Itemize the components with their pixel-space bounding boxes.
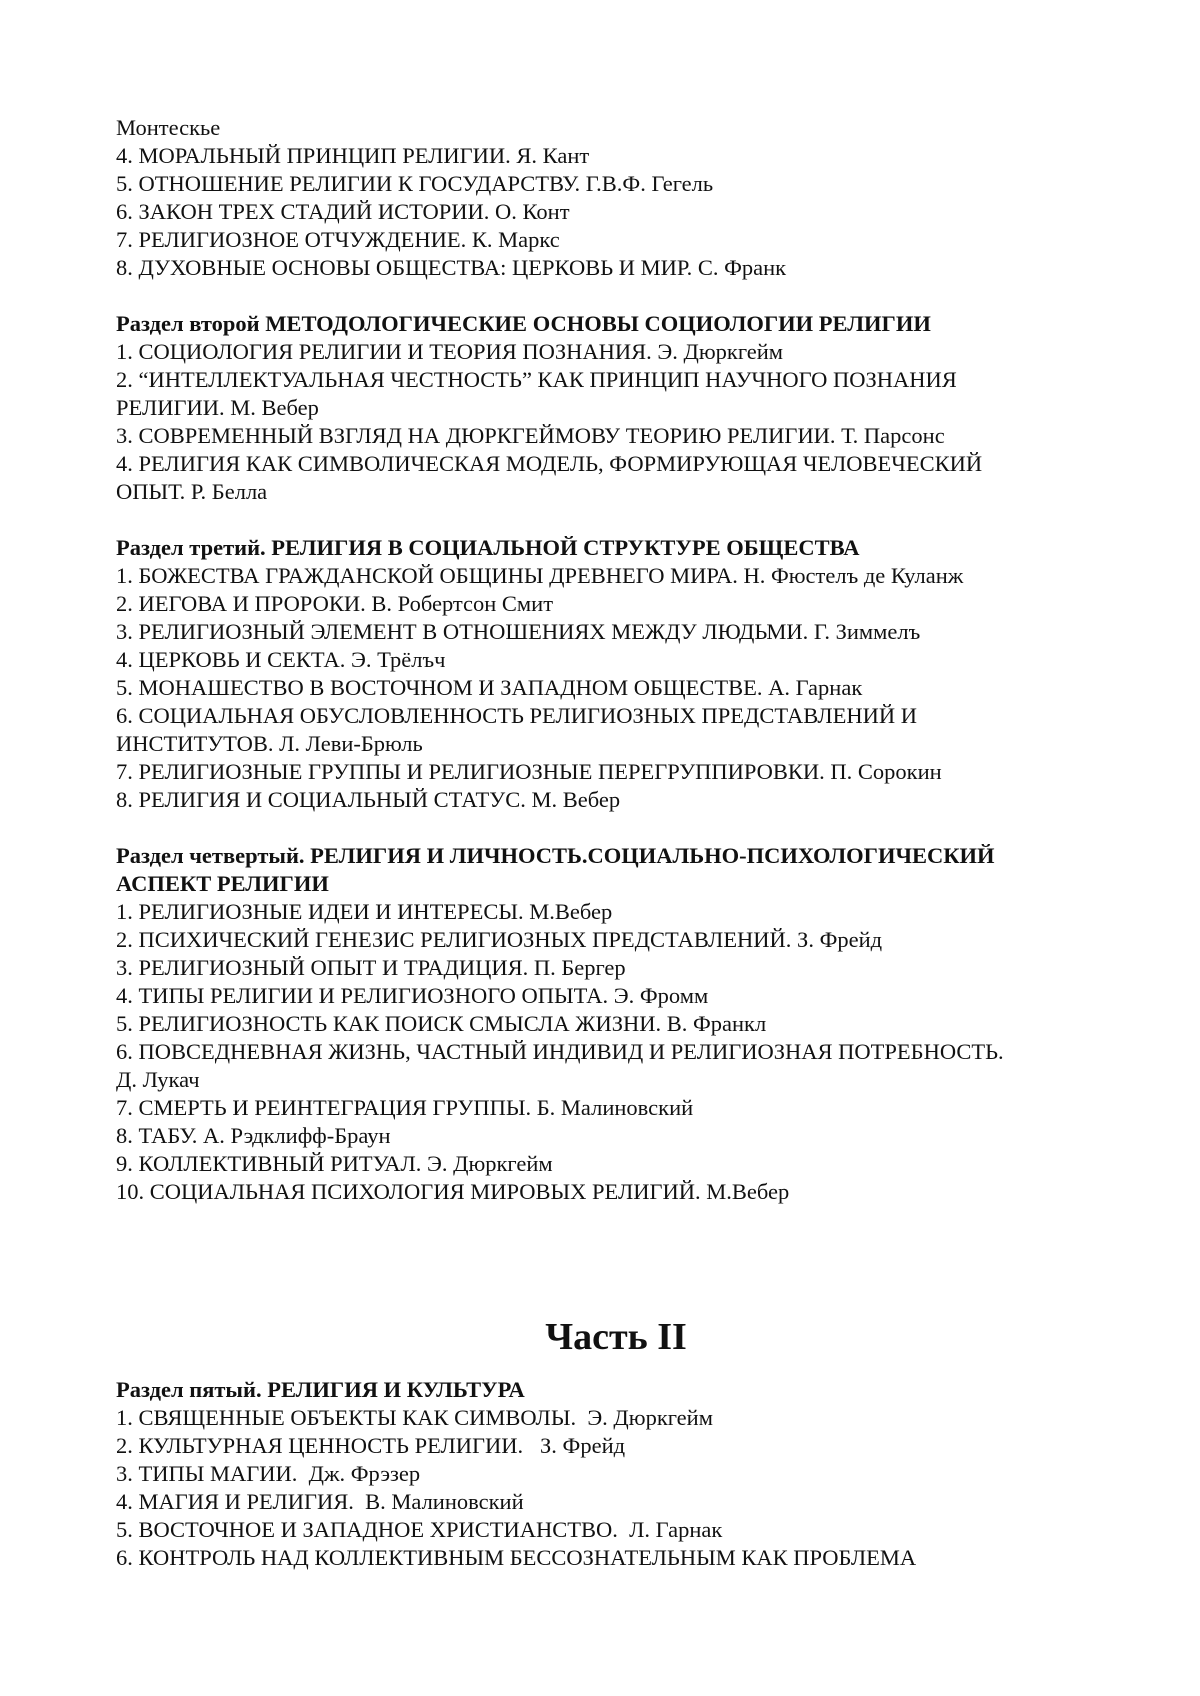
list-item: 7. РЕЛИГИОЗНОЕ ОТЧУЖДЕНИЕ. К. Маркс [116,227,560,252]
list-item: 4. МОРАЛЬНЫЙ ПРИНЦИП РЕЛИГИИ. Я. Кант [116,143,590,168]
list-item: 2. ИЕГОВА И ПРОРОКИ. В. Робертсон Смит [116,591,554,616]
section-heading-continued: АСПЕКТ РЕЛИГИИ [116,871,329,896]
list-item: 6. ПОВСЕДНЕВНАЯ ЖИЗНЬ, ЧАСТНЫЙ ИНДИВИД И РЕЛИГИОЗНАЯ ПОТРЕБНОСТЬ. [116,1039,1004,1064]
list-item: 3. РЕЛИГИОЗНЫЙ ЭЛЕМЕНТ В ОТНОШЕНИЯХ МЕЖДУ ЛЮДЬМИ. Г. Зиммелъ [116,619,921,644]
list-item: 8. ТАБУ. А. Рэдклифф-Браун [116,1123,391,1148]
section-heading: Раздел второй МЕТОДОЛОГИЧЕСКИЕ ОСНОВЫ СОЦИОЛОГИИ РЕЛИГИИ [116,311,931,336]
list-item: ИНСТИТУТОВ. Л. Леви-Брюль [116,731,423,756]
list-item: 1. СОЦИОЛОГИЯ РЕЛИГИИ И ТЕОРИЯ ПОЗНАНИЯ. Э. Дюркгейм [116,339,784,364]
list-item: 6. СОЦИАЛЬНАЯ ОБУСЛОВЛЕННОСТЬ РЕЛИГИОЗНЫХ ПРЕДСТАВЛЕНИЙ И [116,703,918,728]
intro-list [116,114,1116,282]
section-three [116,534,1116,814]
list-item: 4. МАГИЯ И РЕЛИГИЯ. В. Малиновский [116,1489,524,1514]
document-page [116,114,1116,1572]
list-item: 7. СМЕРТЬ И РЕИНТЕГРАЦИЯ ГРУППЫ. Б. Малиновский [116,1095,694,1120]
section-two [116,310,1116,506]
list-item: 2. ПСИХИЧЕСКИЙ ГЕНЕЗИС РЕЛИГИОЗНЫХ ПРЕДСТАВЛЕНИЙ. З. Фрейд [116,927,883,952]
list-item: 2. КУЛЬТУРНАЯ ЦЕННОСТЬ РЕЛИГИИ. З. Фрейд [116,1433,626,1458]
list-item: 5. ОТНОШЕНИЕ РЕЛИГИИ К ГОСУДАРСТВУ. Г.В.Ф. Гегель [116,171,714,196]
list-item: 5. ВОСТОЧНОЕ И ЗАПАДНОЕ ХРИСТИАНСТВО. Л. Гарнак [116,1517,723,1542]
list-item: 6. КОНТРОЛЬ НАД КОЛЛЕКТИВНЫМ БЕССОЗНАТЕЛЬНЫМ КАК ПРОБЛЕМА [116,1545,917,1570]
list-item: 6. ЗАКОН ТРЕХ СТАДИЙ ИСТОРИИ. О. Конт [116,199,570,224]
list-item: 3. СОВРЕМЕННЫЙ ВЗГЛЯД НА ДЮРКГЕЙМОВУ ТЕОРИЮ РЕЛИГИИ. Т. Парсонс [116,423,945,448]
list-item: 2. “ИНТЕЛЛЕКТУАЛЬНАЯ ЧЕСТНОСТЬ” КАК ПРИНЦИП НАУЧНОГО ПОЗНАНИЯ [116,367,957,392]
list-item: 1. БОЖЕСТВА ГРАЖДАНСКОЙ ОБЩИНЫ ДРЕВНЕГО МИРА. Н. Фюстелъ де Куланж [116,563,964,588]
list-item: РЕЛИГИИ. М. Вебер [116,395,319,420]
section-heading: Раздел пятый. РЕЛИГИЯ И КУЛЬТУРА [116,1377,525,1402]
list-item: 1. СВЯЩЕННЫЕ ОБЪЕКТЫ КАК СИМВОЛЫ. Э. Дюркгейм [116,1405,713,1430]
list-item: 5. МОНАШЕСТВО В ВОСТОЧНОМ И ЗАПАДНОМ ОБЩЕСТВЕ. А. Гарнак [116,675,863,700]
list-item: 4. ЦЕРКОВЬ И СЕКТА. Э. Трёлъч [116,647,446,672]
list-item: 1. РЕЛИГИОЗНЫЕ ИДЕИ И ИНТЕРЕСЫ. М.Вебер [116,899,613,924]
section-heading: Раздел четвертый. РЕЛИГИЯ И ЛИЧНОСТЬ.СОЦИАЛЬНО-ПСИХОЛОГИЧЕСКИЙ [116,843,995,868]
list-item: Монтескье [116,115,221,140]
list-item: 3. ТИПЫ МАГИИ. Дж. Фрэзер [116,1461,421,1486]
list-item: 4. РЕЛИГИЯ КАК СИМВОЛИЧЕСКАЯ МОДЕЛЬ, ФОРМИРУЮЩАЯ ЧЕЛОВЕЧЕСКИЙ [116,451,983,476]
section-four [116,842,1116,1206]
list-item: 3. РЕЛИГИОЗНЫЙ ОПЫТ И ТРАДИЦИЯ. П. Бергер [116,955,626,980]
section-heading: Раздел третий. РЕЛИГИЯ В СОЦИАЛЬНОЙ СТРУКТУРЕ ОБЩЕСТВА [116,535,860,560]
section-five [116,1376,1116,1572]
list-item: 8. РЕЛИГИЯ И СОЦИАЛЬНЫЙ СТАТУС. М. Вебер [116,787,621,812]
list-item: 7. РЕЛИГИОЗНЫЕ ГРУППЫ И РЕЛИГИОЗНЫЕ ПЕРЕГРУППИРОВКИ. П. Сорокин [116,759,942,784]
list-item: 10. СОЦИАЛЬНАЯ ПСИХОЛОГИЯ МИРОВЫХ РЕЛИГИЙ. М.Вебер [116,1179,790,1204]
list-item: 4. ТИПЫ РЕЛИГИИ И РЕЛИГИОЗНОГО ОПЫТА. Э. Фромм [116,983,709,1008]
list-item: 8. ДУХОВНЫЕ ОСНОВЫ ОБЩЕСТВА: ЦЕРКОВЬ И МИР. С. Франк [116,255,787,280]
part-title: Часть II [545,1316,687,1358]
list-item: ОПЫТ. Р. Белла [116,479,268,504]
list-item: 9. КОЛЛЕКТИВНЫЙ РИТУАЛ. Э. Дюркгейм [116,1151,553,1176]
list-item: 5. РЕЛИГИОЗНОСТЬ КАК ПОИСК СМЫСЛА ЖИЗНИ. В. Франкл [116,1011,767,1036]
list-item: Д. Лукач [116,1067,200,1092]
